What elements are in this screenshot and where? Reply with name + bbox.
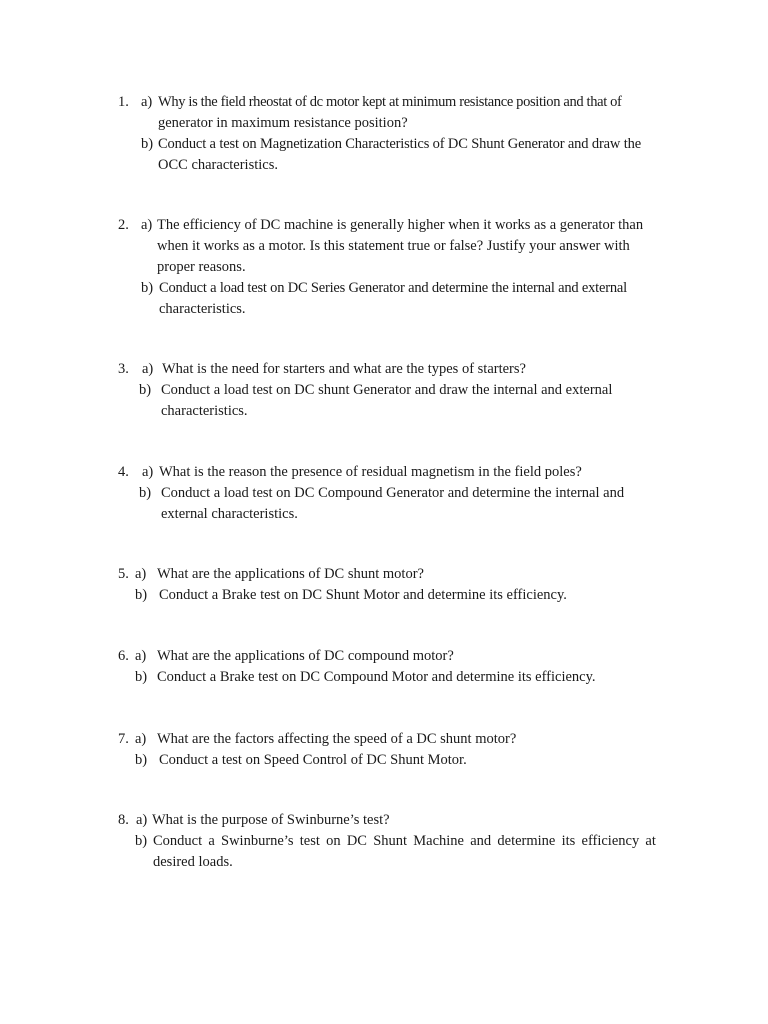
part-a-label: a) [136, 812, 148, 828]
part-a-text: What are the factors affecting the speed of a DC shunt motor? [157, 731, 517, 747]
part-b-text: OCC characteristics. [158, 157, 278, 173]
part-a-label: a) [141, 94, 153, 110]
part-b-text: characteristics. [159, 301, 246, 317]
part-a-text: proper reasons. [157, 259, 246, 275]
part-b-label: b) [139, 382, 152, 398]
part-b-text: characteristics. [161, 403, 248, 419]
part-b-text: Conduct a load test on DC Compound Generator and determine the internal and [161, 485, 625, 501]
part-a-text: What are the applications of DC compound motor? [157, 648, 454, 664]
part-b-label: b) [141, 136, 154, 152]
part-a-text: What is the need for starters and what are the types of starters? [162, 361, 526, 377]
part-a-text: What are the applications of DC shunt motor? [157, 566, 424, 582]
part-a-label: a) [135, 566, 147, 582]
part-b-text: Conduct a test on Speed Control of DC Shunt Motor. [159, 752, 467, 768]
part-b-text: Conduct a load test on DC Series Generator and determine the internal and external [159, 280, 627, 296]
question-number: 2. [118, 217, 129, 233]
question-number: 6. [118, 648, 129, 664]
part-b-text: desired loads. [153, 854, 233, 870]
part-a-text: generator in maximum resistance position? [158, 115, 408, 131]
part-a-label: a) [135, 648, 147, 664]
part-b-label: b) [135, 752, 148, 768]
part-a-label: a) [135, 731, 147, 747]
part-a-text: The efficiency of DC machine is generally higher when it works as a generator than [157, 217, 644, 233]
question-number: 4. [118, 464, 129, 480]
part-b-label: b) [141, 280, 154, 296]
part-b-label: b) [139, 485, 152, 501]
question-number: 1. [118, 94, 129, 110]
part-a-text: What is the purpose of Swinburne’s test? [152, 812, 390, 828]
part-a-text: when it works as a motor. Is this statement true or false? Justify your answer with [157, 238, 630, 254]
part-b-text: Conduct a Swinburne’s test on DC Shunt Machine and determine its efficiency at [153, 833, 656, 849]
part-b-label: b) [135, 833, 148, 849]
part-a-label: a) [142, 464, 154, 480]
question-number: 8. [118, 812, 129, 828]
part-a-text: What is the reason the presence of residual magnetism in the field poles? [159, 464, 582, 480]
part-b-text: Conduct a test on Magnetization Characteristics of DC Shunt Generator and draw the [158, 136, 641, 152]
part-b-text: Conduct a Brake test on DC Compound Motor and determine its efficiency. [157, 669, 596, 685]
question-number: 3. [118, 361, 129, 377]
part-b-text: Conduct a Brake test on DC Shunt Motor and determine its efficiency. [159, 587, 567, 603]
part-a-text: Why is the field rheostat of dc motor kept at minimum resistance position and that of [158, 94, 622, 110]
part-a-label: a) [142, 361, 154, 377]
part-b-text: Conduct a load test on DC shunt Generator and draw the internal and external [161, 382, 613, 398]
question-number: 5. [118, 566, 129, 582]
part-a-label: a) [141, 217, 153, 233]
part-b-label: b) [135, 669, 148, 685]
question-number: 7. [118, 731, 129, 747]
part-b-text: external characteristics. [161, 506, 298, 522]
part-b-label: b) [135, 587, 148, 603]
